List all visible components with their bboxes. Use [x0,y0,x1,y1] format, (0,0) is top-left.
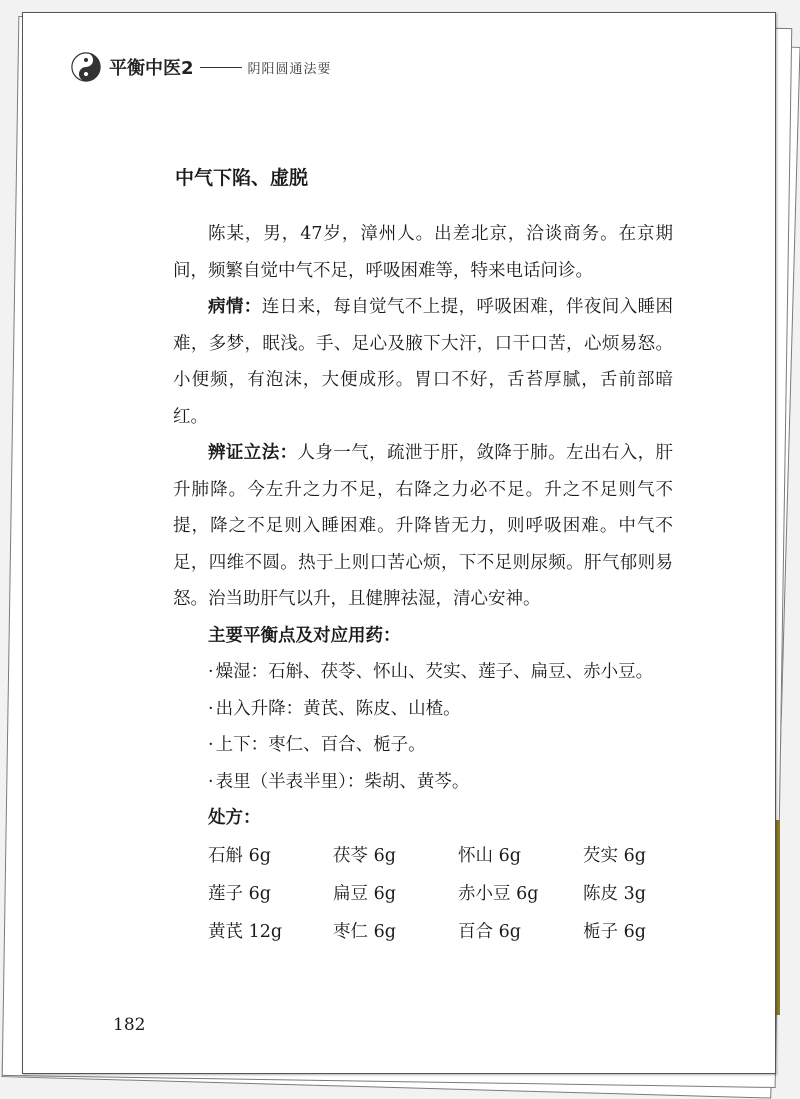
balance-point [173,727,673,764]
prescription-item: 枣仁 6g [333,921,396,942]
balance-point [173,691,673,728]
condition-paragraph [173,289,673,435]
bullet-mark: · [208,771,214,792]
prescription-item: 芡实 6g [583,845,646,866]
header-divider [200,67,242,68]
bullet-mark: · [208,698,214,719]
prescription-item: 怀山 6g [458,845,521,866]
balance-point [173,764,673,801]
diagnosis-text: 人身一气，疏泄于肝，敛降于肺。左出右入，肝升肺降。今左升之力不足，右降之力必不足。升之不足则气不提，降之不足则入睡困难。升降皆无力，则呼吸困难。中气不足，四维不圆。热于上则口苦心烦，下不足则尿频。肝气郁则易怒。治当助肝气以升，且健脾祛湿，清心安神。 [173,443,673,609]
running-header [71,51,332,83]
case-intro: 陈某，男，47岁，漳州人。出差北京，洽谈商务。在京期间，频繁自觉中气不足，呼吸困难等，特来电话问诊。 [173,224,673,281]
prescription-item: 莲子 6g [208,883,271,904]
main-content [173,163,673,951]
condition-label: 病情： [208,297,262,317]
prescription-item: 茯苓 6g [333,845,396,866]
balance-point [173,654,673,691]
section-title: 中气下陷、虚脱 [175,167,309,189]
balance-point-text: 上下：枣仁、百合、栀子。 [215,735,426,755]
balance-point-text: 表里（半表半里）：柴胡、黄芩。 [215,771,470,792]
prescription-item: 赤小豆 6g [458,883,539,904]
prescription-item: 黄芪 12g [208,921,283,942]
prescription-item: 石斛 6g [208,845,271,866]
condition-text: 连日来，每自觉气不上提，呼吸困难，伴夜间入睡困难，多梦，眠浅。手、足心及腋下大汗，口干口苦，心烦易怒。小便频，有泡沫，大便成形。胃口不好，舌苔厚腻，舌前部暗红。 [173,297,674,427]
balance-points-label: 主要平衡点及对应用药： [208,625,401,646]
prescription-item: 陈皮 3g [583,883,646,904]
balance-point-text: 出入升降：黄芪、陈皮、山楂。 [215,698,461,719]
page-number: 182 [113,1015,146,1035]
diagnosis-label: 辨证立法： [208,443,298,463]
prescription-grid [173,837,673,951]
prescription-item: 栀子 6g [583,921,646,942]
header-subtitle: 阴阳圆通法要 [247,61,332,77]
prescription-label: 处方： [208,808,261,828]
bullet-mark: · [208,662,214,682]
header-title: 平衡中医2 [109,58,194,79]
balance-point-text: 燥湿：石斛、茯苓、怀山、芡实、莲子、扁豆、赤小豆。 [215,662,654,682]
book-page [22,12,776,1074]
yin-yang-icon [71,52,101,82]
prescription-item: 百合 6g [458,921,521,942]
diagnosis-paragraph [173,435,673,618]
bullet-mark: · [208,735,214,755]
prescription-item: 扁豆 6g [333,883,396,904]
